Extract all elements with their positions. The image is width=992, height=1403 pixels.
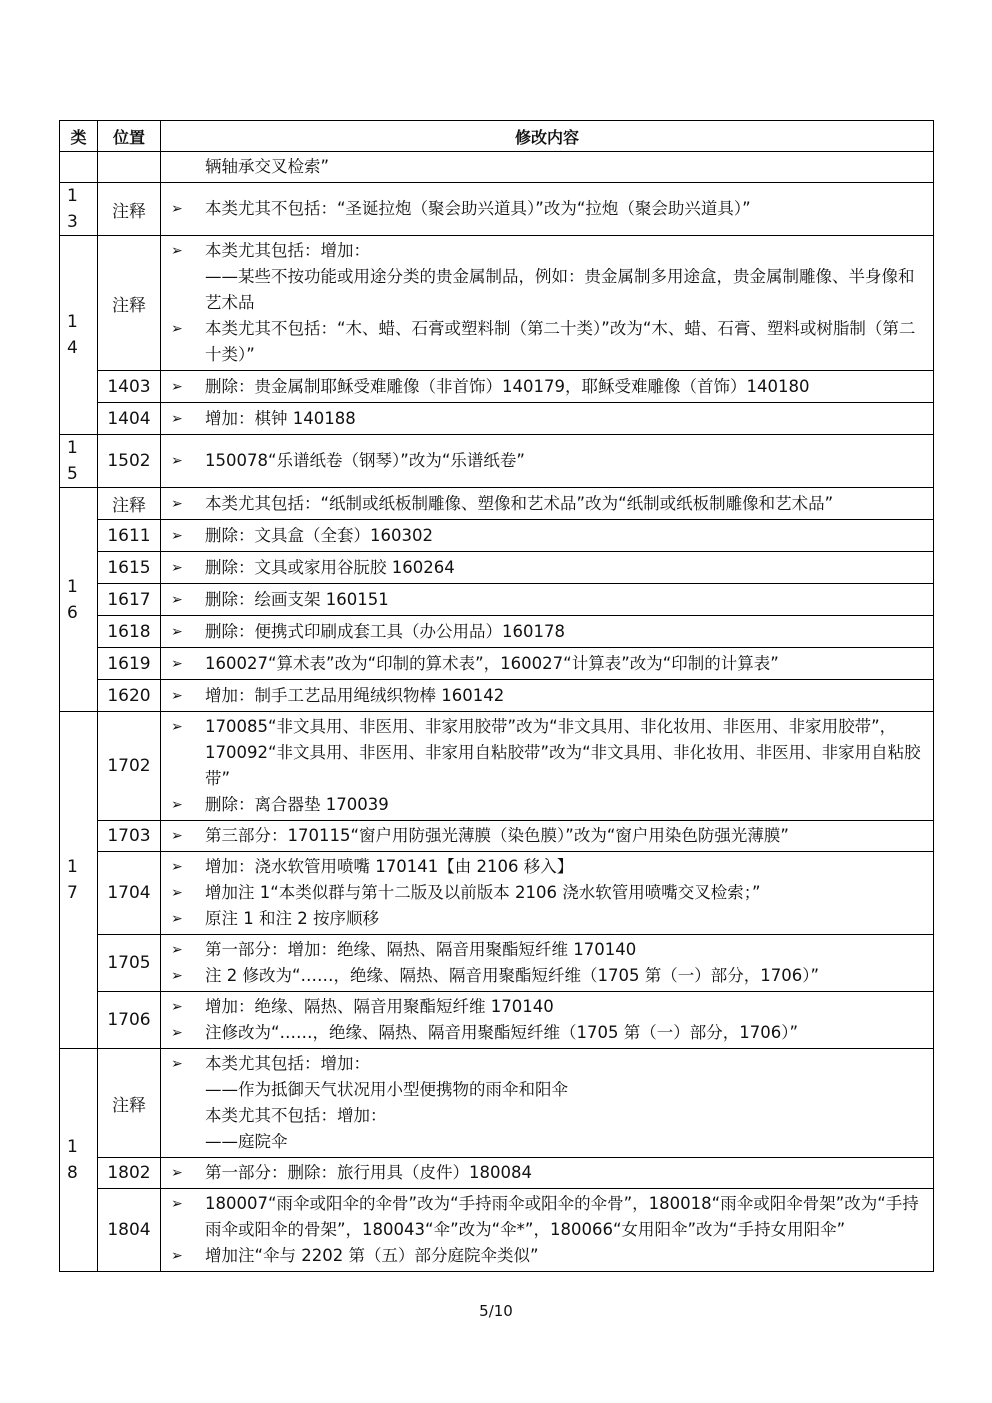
arrow-bullet-icon: ➢ [171,859,183,875]
arrow-bullet-icon: ➢ [171,719,183,735]
table-row [60,520,934,552]
position-cell: 1619 [98,648,161,680]
arrow-bullet-icon: ➢ [171,1165,183,1181]
position-cell: 1703 [98,821,161,852]
list-item: ➢ 180007“雨伞或阳伞的伞骨”改为“手持雨伞或阳伞的伞骨”，180018“雨伞或阳伞骨架”改为“手持雨伞或阳伞的骨架”，180043“伞”改为“伞*”，180066“女用阳伞”改为“手持女用阳伞” [171,1191,927,1243]
arrow-bullet-icon: ➢ [171,797,183,813]
position-cell: 1404 [98,403,161,435]
class-number: 15 [67,438,78,484]
list-item: ➢ 第三部分：170115“窗户用防强光薄膜（染色膜）”改为“窗户用染色防强光薄膜” [171,823,927,849]
arrow-bullet-icon: ➢ [171,911,183,927]
arrow-bullet-icon: ➢ [171,591,183,608]
list-item: ➢ 增加：浇水软管用喷嘴 170141【由 2106 移入】 [171,854,927,880]
table-row [60,680,934,712]
position-cell: 1706 [98,992,161,1049]
table-row [60,236,934,371]
arrow-bullet-icon: ➢ [171,942,183,958]
list-item: ➢ 原注 1 和注 2 按序顺移 [171,906,927,932]
list-item: ➢ 增加注 1“本类似群与第十二版及以前版本 2106 浇水软管用喷嘴交叉检索；” [171,880,927,906]
position-cell: 1615 [98,552,161,584]
arrow-bullet-icon: ➢ [171,828,183,844]
table-row [60,488,934,520]
position-cell: 1802 [98,1158,161,1189]
table-row [60,1189,934,1272]
list-subtext: ——作为抵御天气状况用小型便携物的雨伞和阳伞 [205,1080,568,1099]
list-item: ➢ 删除：便携式印刷成套工具（办公用品）160178 [171,619,927,645]
arrow-bullet-icon: ➢ [171,885,183,901]
position-cell: 1611 [98,520,161,552]
list-item: ➢ 本类尤其包括：增加： [171,238,927,264]
arrow-bullet-icon: ➢ [171,1248,183,1264]
list-item: ➢ 删除：文具盒（全套）160302 [171,523,927,549]
list-item: ➢ 增加：制手工艺品用绳绒织物棒 160142 [171,683,927,709]
arrow-bullet-icon: ➢ [171,243,183,259]
table-row [60,935,934,992]
position-cell: 1617 [98,584,161,616]
list-item: ➢ 删除：文具或家用谷朊胶 160264 [171,555,927,581]
arrow-bullet-icon: ➢ [171,999,183,1015]
position-cell: 注释 [98,236,161,371]
arrow-bullet-icon: ➢ [171,410,183,427]
position-cell: 1502 [98,435,161,488]
list-item: ➢ 增加：棋钟 140188 [171,406,927,432]
table-header-row [60,121,934,152]
table-row [60,821,934,852]
arrow-bullet-icon: ➢ [171,1196,183,1212]
arrow-bullet-icon: ➢ [171,559,183,576]
table-row [60,435,934,488]
table-row [60,584,934,616]
list-item: ➢ 150078“乐谱纸卷（钢琴）”改为“乐谱纸卷” [171,448,927,474]
list-item: ➢ 本类尤其包括：增加： [171,1051,927,1077]
position-cell: 1804 [98,1189,161,1272]
list-subtext: ——庭院伞 [205,1132,288,1151]
class-number: 18 [67,1137,78,1183]
header-class: 类 [60,121,98,152]
arrow-bullet-icon: ➢ [171,655,183,672]
list-item: ➢ 删除：绘画支架 160151 [171,587,927,613]
arrow-bullet-icon: ➢ [171,687,183,704]
list-item: ➢ 本类尤其不包括：“圣诞拉炮（聚会助兴道具）”改为“拉炮（聚会助兴道具）” [171,196,927,222]
table-row [60,371,934,403]
class-number: 16 [67,576,78,623]
table-row [60,403,934,435]
modification-table [59,120,934,1272]
position-cell: 注释 [98,1049,161,1158]
position-cell: 1705 [98,935,161,992]
position-cell: 注释 [98,488,161,520]
position-cell: 1618 [98,616,161,648]
table-row [60,992,934,1049]
position-cell: 1620 [98,680,161,712]
position-cell: 1702 [98,712,161,821]
list-item: ➢ 删除：离合器垫 170039 [171,792,927,818]
arrow-bullet-icon: ➢ [171,453,183,469]
list-item: ➢ 第一部分：增加：绝缘、隔热、隔音用聚酯短纤维 170140 [171,937,927,963]
class-number: 13 [67,186,78,232]
position-cell: 注释 [98,183,161,236]
arrow-bullet-icon: ➢ [171,201,183,217]
list-item: ➢ 本类尤其不包括：“木、蜡、石膏或塑料制（第二十类）”改为“木、蜡、石膏、塑料或树脂制（第二十类）” [171,316,927,368]
list-item: ➢ 160027“算术表”改为“印制的算术表”，160027“计算表”改为“印制的计算表” [171,651,927,677]
arrow-bullet-icon: ➢ [171,1056,183,1072]
list-item: ➢ 170085“非文具用、非医用、非家用胶带”改为“非文具用、非化妆用、非医用、非家用胶带”，170092“非文具用、非医用、非家用自粘胶带”改为“非文具用、非化妆用、非医用、非家用自粘胶带” [171,714,927,792]
table-row [60,183,934,236]
list-item: ➢ 注修改为“……，绝缘、隔热、隔音用聚酯短纤维（1705 第（一）部分，1706）” [171,1020,927,1046]
arrow-bullet-icon: ➢ [171,527,183,544]
list-subtext: ——某些不按功能或用途分类的贵金属制品，例如：贵金属制多用途盒，贵金属制雕像、半身像和艺术品 [205,267,915,312]
table-row [60,852,934,935]
list-item: ➢ 第一部分：删除：旅行用具（皮件）180084 [171,1160,927,1186]
table-row [60,152,934,183]
table-row [60,616,934,648]
list-item: ➢ 增加注“伞与 2202 第（五）部分庭院伞类似” [171,1243,927,1269]
table-row [60,1049,934,1158]
table-row [60,712,934,821]
continuation-text: 辆轴承交叉检索” [205,157,330,176]
table-row [60,552,934,584]
class-number: 14 [67,312,78,358]
list-item: ➢ 删除：贵金属制耶稣受难雕像（非首饰）140179，耶稣受难雕像（首饰）140180 [171,374,927,400]
arrow-bullet-icon: ➢ [171,968,183,984]
page-number: 5/10 [479,1302,513,1320]
list-item: ➢ 增加：绝缘、隔热、隔音用聚酯短纤维 170140 [171,994,927,1020]
position-cell: 1403 [98,371,161,403]
list-item: ➢ 注 2 修改为“……，绝缘、隔热、隔音用聚酯短纤维（1705 第（一）部分，1706）” [171,963,927,989]
list-item: ➢ 本类尤其包括：“纸制或纸板制雕像、塑像和艺术品”改为“纸制或纸板制雕像和艺术品” [171,491,927,517]
arrow-bullet-icon: ➢ [171,321,183,337]
arrow-bullet-icon: ➢ [171,495,183,512]
class-number: 17 [67,857,78,903]
table-row [60,1158,934,1189]
arrow-bullet-icon: ➢ [171,378,183,395]
list-subtext: 本类尤其不包括：增加： [205,1106,387,1125]
position-cell: 1704 [98,852,161,935]
arrow-bullet-icon: ➢ [171,1025,183,1041]
header-position: 位置 [98,121,161,152]
header-content: 修改内容 [161,121,934,152]
table-row [60,648,934,680]
arrow-bullet-icon: ➢ [171,623,183,640]
